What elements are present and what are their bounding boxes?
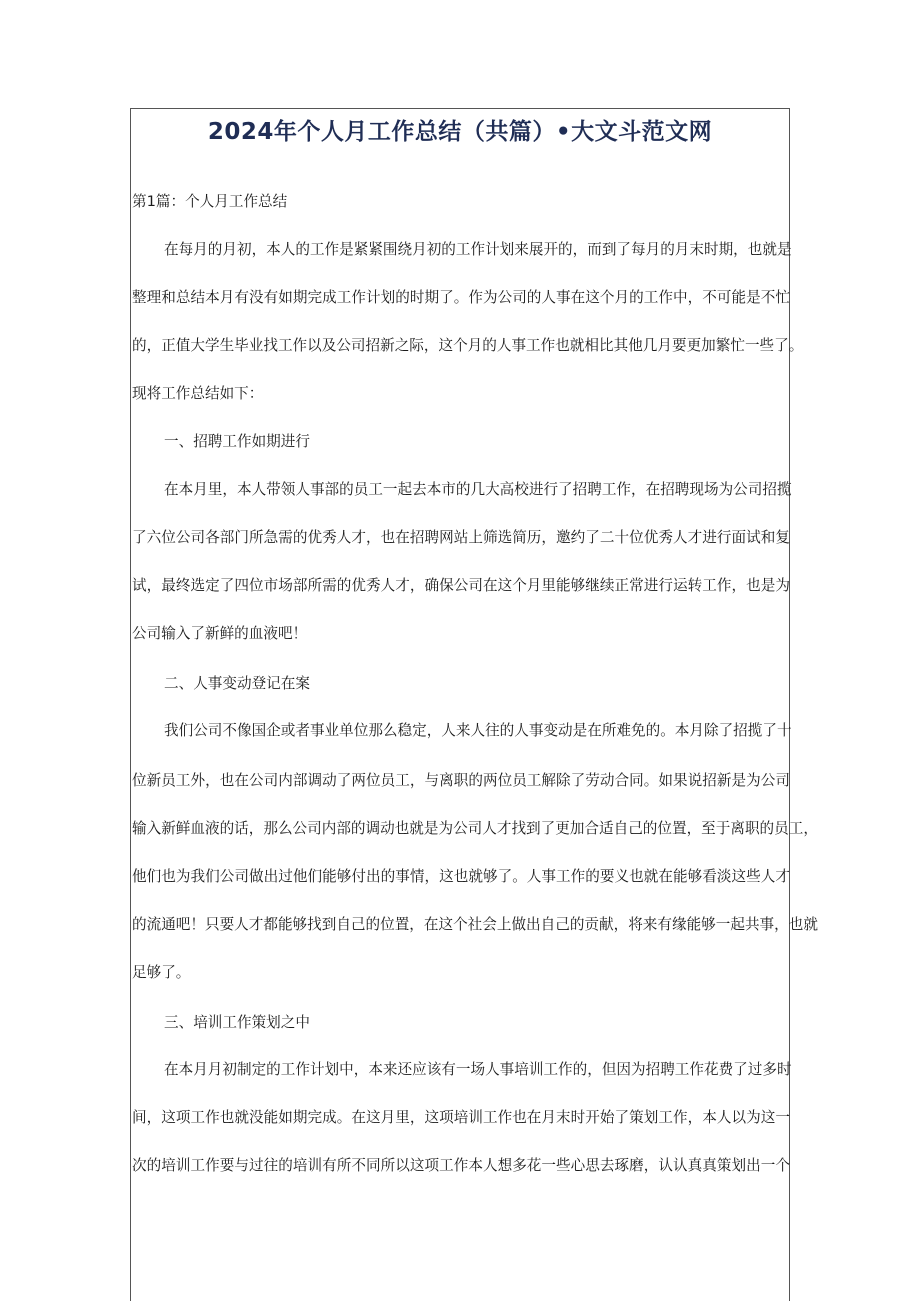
chapter-heading: 第1篇：个人月工作总结 [132, 193, 288, 210]
paragraph-line: 了六位公司各部门所急需的优秀人才，也在招聘网站上筛选简历，邀约了二十位优秀人才进行面试和复 [132, 529, 790, 546]
paragraph-line: 他们也为我们公司做出过他们能够付出的事情，这也就够了。人事工作的要义也就在能够看淡这些人才 [132, 868, 790, 885]
paragraph-line: 在本月里，本人带领人事部的员工一起去本市的几大高校进行了招聘工作，在招聘现场为公司招揽 [164, 481, 792, 498]
section-heading: 二、人事变动登记在案 [164, 675, 310, 692]
paragraph-line: 试，最终选定了四位市场部所需的优秀人才，确保公司在这个月里能够继续正常进行运转工作，也是为 [132, 577, 790, 594]
section-heading: 三、培训工作策划之中 [164, 1014, 310, 1031]
paragraph-line: 现将工作总结如下： [132, 385, 264, 402]
section-heading: 一、招聘工作如期进行 [164, 433, 310, 450]
paragraph-line: 的，正值大学生毕业找工作以及公司招新之际，这个月的人事工作也就相比其他几月要更加繁忙一些了。 [132, 337, 804, 354]
paragraph-line: 我们公司不像国企或者事业单位那么稳定，人来人往的人事变动是在所难免的。本月除了招揽了十 [164, 722, 792, 739]
paragraph-line: 位新员工外，也在公司内部调动了两位员工，与离职的两位员工解除了劳动合同。如果说招新是为公司 [132, 772, 790, 789]
paragraph-line: 公司输入了新鲜的血液吧！ [132, 625, 308, 642]
paragraph-line: 的流通吧！只要人才都能够找到自己的位置，在这个社会上做出自己的贡献，将来有缘能够一起共事，也就 [132, 916, 818, 933]
paragraph-line: 次的培训工作要与过往的培训有所不同所以这项工作本人想多花一些心思去琢磨，认认真真策划出一个 [132, 1157, 790, 1174]
paragraph-line: 在每月的月初，本人的工作是紧紧围绕月初的工作计划来展开的，而到了每月的月末时期，也就是 [164, 241, 792, 258]
paragraph-line: 输入新鲜血液的话，那么公司内部的调动也就是为公司人才找到了更加合适自己的位置，至于离职的员工， [132, 820, 818, 837]
paragraph-line: 在本月月初制定的工作计划中，本来还应该有一场人事培训工作的，但因为招聘工作花费了过多时 [164, 1061, 792, 1078]
document-title: 2024年个人月工作总结（共篇）•大文斗范文网 [207, 119, 713, 145]
paragraph-line: 间，这项工作也就没能如期完成。在这月里，这项培训工作也在月末时开始了策划工作，本人以为这一 [132, 1109, 790, 1126]
paragraph-line: 整理和总结本月有没有如期完成工作计划的时期了。作为公司的人事在这个月的工作中，不可能是不忙 [132, 289, 790, 306]
paragraph-line: 足够了。 [132, 964, 191, 981]
